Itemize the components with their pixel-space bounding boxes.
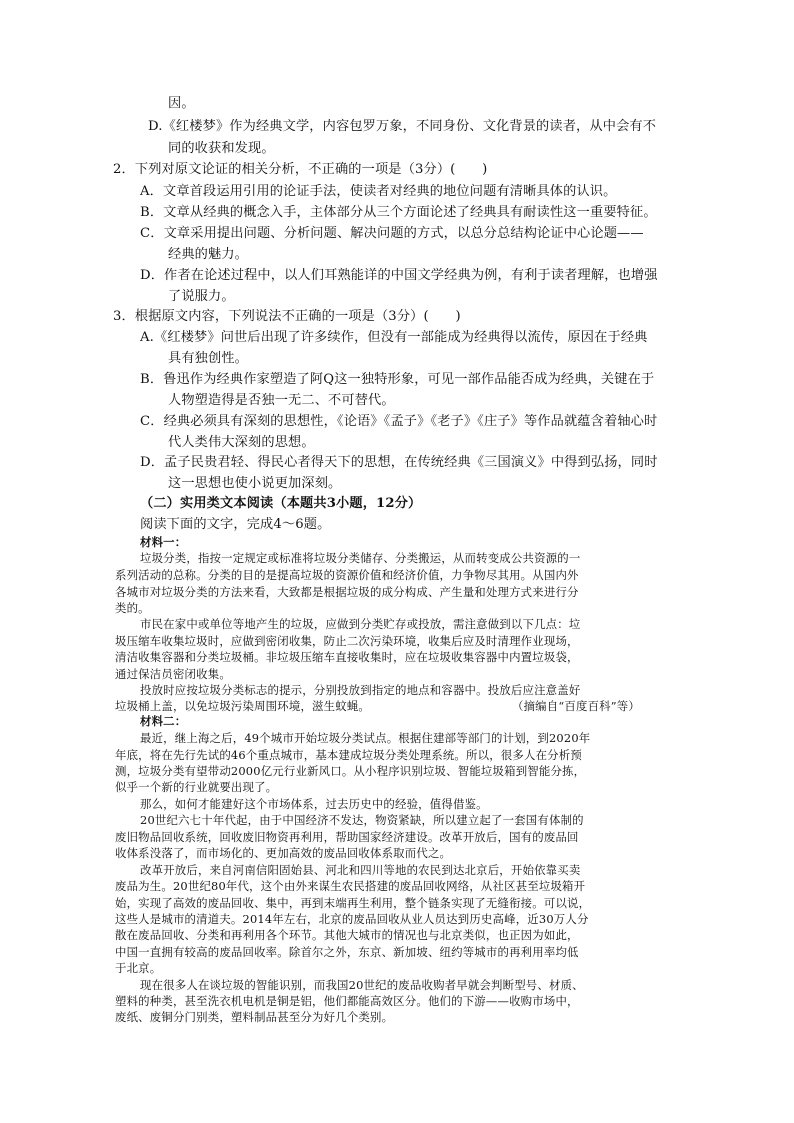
- q3-option-d-cont: 这一思想也使小说更加深刻。: [168, 476, 342, 491]
- q1-option-d-tail: 因。: [168, 96, 195, 111]
- m2-p1-line: 最近，继上海之后，49个城市开始垃圾分类试点。根据住建部等部门的计划，到2020年: [140, 731, 591, 745]
- m2-p4-line: 于北京。: [115, 961, 162, 975]
- m2-p4-line: 改革开放后，来自河南信阳固始县、河北和四川等地的农民到达北京后，开始依靠买卖: [140, 863, 581, 877]
- q2-option-a: A．文章首段运用引用的论证手法，使读者对经典的地位问题有清晰具体的认识。: [140, 184, 617, 199]
- material-1-label: 材料一：: [140, 535, 187, 549]
- m1-p1-line: 类的。: [115, 601, 150, 615]
- m2-p3-line: 收体系没落了，而市场化的、更加高效的废品回收体系取而代之。: [115, 846, 452, 860]
- q3-option-d: D．孟子民贵君轻、得民心者得天下的思想，在传统经典《三国演义》中得到弘扬，同时: [140, 455, 658, 470]
- q3-option-b: B．鲁迅作为经典作家塑造了阿Q这一独特形象，可见一部作品能否成为经典，关键在于: [140, 372, 655, 387]
- m2-p1-line: 测，垃圾分类有望带动2000亿元行业新风口。从小程序识别垃圾、智能垃圾箱到智能分拣，: [115, 764, 586, 778]
- q2-option-d-cont: 了说服力。: [168, 289, 235, 304]
- m1-p1-line: 各城市对垃圾分类的方法来看，大致都是根据垃圾的成分构成、产生量和处理方式来进行分: [115, 585, 579, 599]
- question-3-stem: 3．根据原文内容，下列说法不正确的一项是（3分）( ): [113, 309, 461, 324]
- m2-p4-line: 废品为生。20世纪80年代，这个由外来谋生农民搭建的废品回收网络，从社区甚至垃圾箱开: [115, 879, 586, 893]
- m2-p4-line: 这些人是城市的清道夫。2014年左右，北京的废品回收从业人员达到历史高峰，近30万人分: [115, 912, 589, 926]
- q3-option-a-cont: 具有独创性。: [168, 351, 249, 366]
- q2-option-c-cont: 经典的魅力。: [168, 247, 249, 262]
- q1-option-d: D.《红楼梦》作为经典文学，内容包罗万象，不同身份、文化背景的读者，从中会有不: [148, 119, 657, 134]
- m1-p2-line: 市民在家中或单位等地产生的垃圾，应做到分类贮存或投放，需注意做到以下几点：垃: [140, 617, 581, 631]
- m1-p3-line: 垃圾桶上盖，以免垃圾污染周围环境，滋生蚊蝇。: [115, 699, 370, 713]
- m2-p5-line: 废纸、废铜分门别类，塑料制品甚至分为好几个类别。: [115, 1010, 394, 1024]
- m1-p2-line: 圾压缩车收集垃圾时，应做到密闭收集，防止二次污染环境，收集后应及时清理作业现场，: [115, 634, 579, 648]
- q2-option-d: D．作者在论述过程中，以人们耳熟能详的中国文学经典为例，有利于读者理解，也增强: [140, 268, 658, 283]
- m2-p1-line: 年底，将在先行先试的46个重点城市，基本建成垃圾分类处理系统。所以，很多人在分析预: [115, 748, 582, 762]
- m1-p2-line: 通过保洁员密闭收集。: [115, 667, 231, 681]
- m2-p1-line: 似乎一个新的行业就要出现了。: [115, 780, 278, 794]
- m2-p3-line: 20世纪六七十年代起，由于中国经济不发达，物资紧缺，所以建立起了一套国有体制的: [140, 813, 584, 827]
- m1-p3-line: 投放时应按垃圾分类标志的提示，分别投放到指定的地点和容器中。投放后应注意盖好: [140, 683, 581, 697]
- q2-option-b: B．文章从经典的概念入手，主体部分从三个方面论述了经典具有耐读性这一重要特征。: [140, 205, 657, 220]
- q3-option-b-cont: 人物塑造得是否独一无二、不可替代。: [168, 393, 395, 408]
- m2-p2-line: 那么，如何才能建好这个市场体系，过去历史中的经验，值得借鉴。: [140, 797, 488, 811]
- m1-p1-line: 垃圾分类，指按一定规定或标准将垃圾分类储存、分类搬运，从而转变成公共资源的一: [140, 551, 581, 565]
- m1-p1-line: 系列活动的总称。分类的目的是提高垃圾的资源价值和经济价值，力争物尽其用。从国内外: [115, 568, 579, 582]
- q2-option-c: C．文章采用提出问题、分析问题、解决问题的方式，以总分总结构论证中心论题——: [140, 226, 644, 241]
- m2-p5-line: 现在很多人在谈垃圾的智能识别，而我国20世纪的废品收购者早就会判断型号、材质、: [140, 978, 584, 992]
- reading-instruction: 阅读下面的文字，完成4～6题。: [140, 517, 331, 532]
- q3-option-c: C．经典必须具有深刻的思想性，《论语》《孟子》《老子》《庄子》等作品就蕴含着轴心时: [140, 414, 658, 429]
- m2-p3-line: 废旧物品回收系统，回收废旧物资再利用，帮助国家经济建设。改革开放后，国有的废品回: [115, 830, 579, 844]
- source-citation: （摘编自“百度百科”等）: [512, 699, 640, 713]
- m2-p4-line: 散在废品回收、分类和再利用各个环节。其他大城市的情况也与北京类似，也正因为如此，: [115, 928, 579, 942]
- m2-p4-line: 始，实现了高效的废品回收、集中，再到末端再生利用，整个链条实现了无缝衔接。可以说，: [115, 896, 591, 910]
- m2-p5-line: 塑料的种类，甚至洗衣机电机是铜是铝，他们都能高效区分。他们的下游——收购市场中，: [115, 994, 579, 1008]
- q3-option-c-cont: 代人类伟大深刻的思想。: [168, 435, 315, 450]
- material-2-label: 材料二：: [140, 714, 187, 728]
- section-heading: （二）实用类文本阅读（本题共3小题，12分）: [140, 496, 422, 511]
- q3-option-a: A.《红楼梦》问世后出现了许多续作，但没有一部能成为经典得以流传，原因在于经典: [140, 330, 648, 345]
- m2-p4-line: 中国一直拥有较高的废品回收率。除首尔之外，东京、新加坡、纽约等城市的再利用率均低: [115, 945, 579, 959]
- question-2-stem: 2．下列对原文论证的相关分析，不正确的一项是（3分）( ): [113, 162, 488, 177]
- m1-p2-line: 清洁收集容器和分类垃圾桶。非垃圾压缩车直接收集时，应在垃圾收集容器中内置垃圾袋，: [115, 650, 579, 664]
- q1-option-d-cont: 同的收获和发现。: [168, 141, 275, 156]
